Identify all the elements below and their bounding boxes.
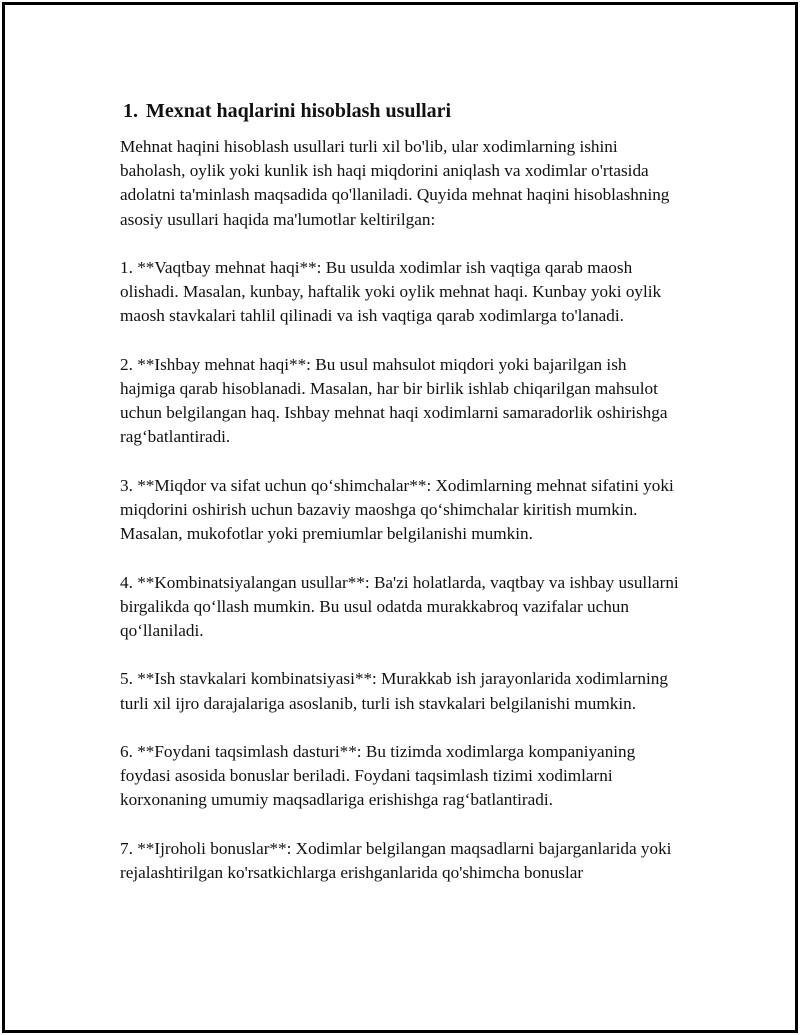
paragraph-ishbay: 2. **Ishbay mehnat haqi**: Bu usul mahsulot miqdori yoki bajarilgan ish hajmiga qarab hisoblanadi. Masalan, har bir birlik ishlab chiqarilgan mahsulot uchun belgilangan haq. Ishbay mehnat haqi xodimlarni samaradorlik oshirishga rag‘batlantiradi. [120, 354, 668, 447]
paragraph-stavkalar: 5. **Ish stavkalari kombinatsiyasi**: Murakkab ish jarayonlarida xodimlarning turli xil ijro darajalariga asoslanib, turli ish stavkalari belgilanishi mumkin. [120, 669, 668, 713]
paragraph-kombinatsiyalangan: 4. **Kombinatsiyalangan usullar**: Ba'zi holatlarda, vaqtbay va ishbay usullarni birgalikda qo‘llash mumkin. Bu usul odatda murakkabroq vazifalar uchun qo‘llaniladi. [120, 572, 679, 640]
paragraph-vaqtbay: 1. **Vaqtbay mehnat haqi**: Bu usulda xodimlar ish vaqtiga qarab maosh olishadi. Masalan, kunbay, haftalik yoki oylik mehnat haqi. Kunbay yoki oylik maosh stavkalari tahlil qilinadi va ish vaqtiga qarab xodimlarga to'lanadi. [120, 258, 662, 326]
paragraph-foydani-taqsimlash: 6. **Foydani taqsimlash dasturi**: Bu tizimda xodimlarga kompaniyaning foydasi asosida bonuslar beriladi. Foydani taqsimlash tizimi xodimlarni korxonaning umumiy maqsadlariga erishishga rag‘batlantiradi. [120, 741, 636, 810]
intro-paragraph: Mehnat haqini hisoblash usullari turli xil bo'lib, ular xodimlarning ishini baholash, oylik yoki kunlik ish haqi miqdorini aniqlash va xodimlar o'rtasida adolatni ta'minlash maqsadida qo'llaniladi. Quyida mehnat haqini hisoblashning asosiy usullari haqida ma'lumotlar keltirilgan: [120, 137, 670, 229]
paragraph-qoshimchalar: 3. **Miqdor va sifat uchun qo‘shimchalar**: Xodimlarning mehnat sifatini yoki miqdorini oshirish uchun bazaviy maoshga qo‘shimchalar kiritish mumkin. Masalan, mukofotlar yoki premiumlar belgilanishi mumkin. [120, 475, 674, 544]
paragraph-ijroholi-bonuslar: 7. **Ijroholi bonuslar**: Xodimlar belgilangan maqsadlarni bajarganlarida yoki rejalashtirilgan ko'rsatkichlarga erishganlarida qo'shimcha bonuslar [120, 838, 672, 882]
section-heading [123, 99, 680, 123]
section-heading-text: Mexnat haqlarini hisoblash usullari [146, 100, 452, 122]
document-body [120, 99, 680, 909]
page-frame [2, 2, 798, 1033]
section-heading-number: 1. [123, 100, 138, 122]
